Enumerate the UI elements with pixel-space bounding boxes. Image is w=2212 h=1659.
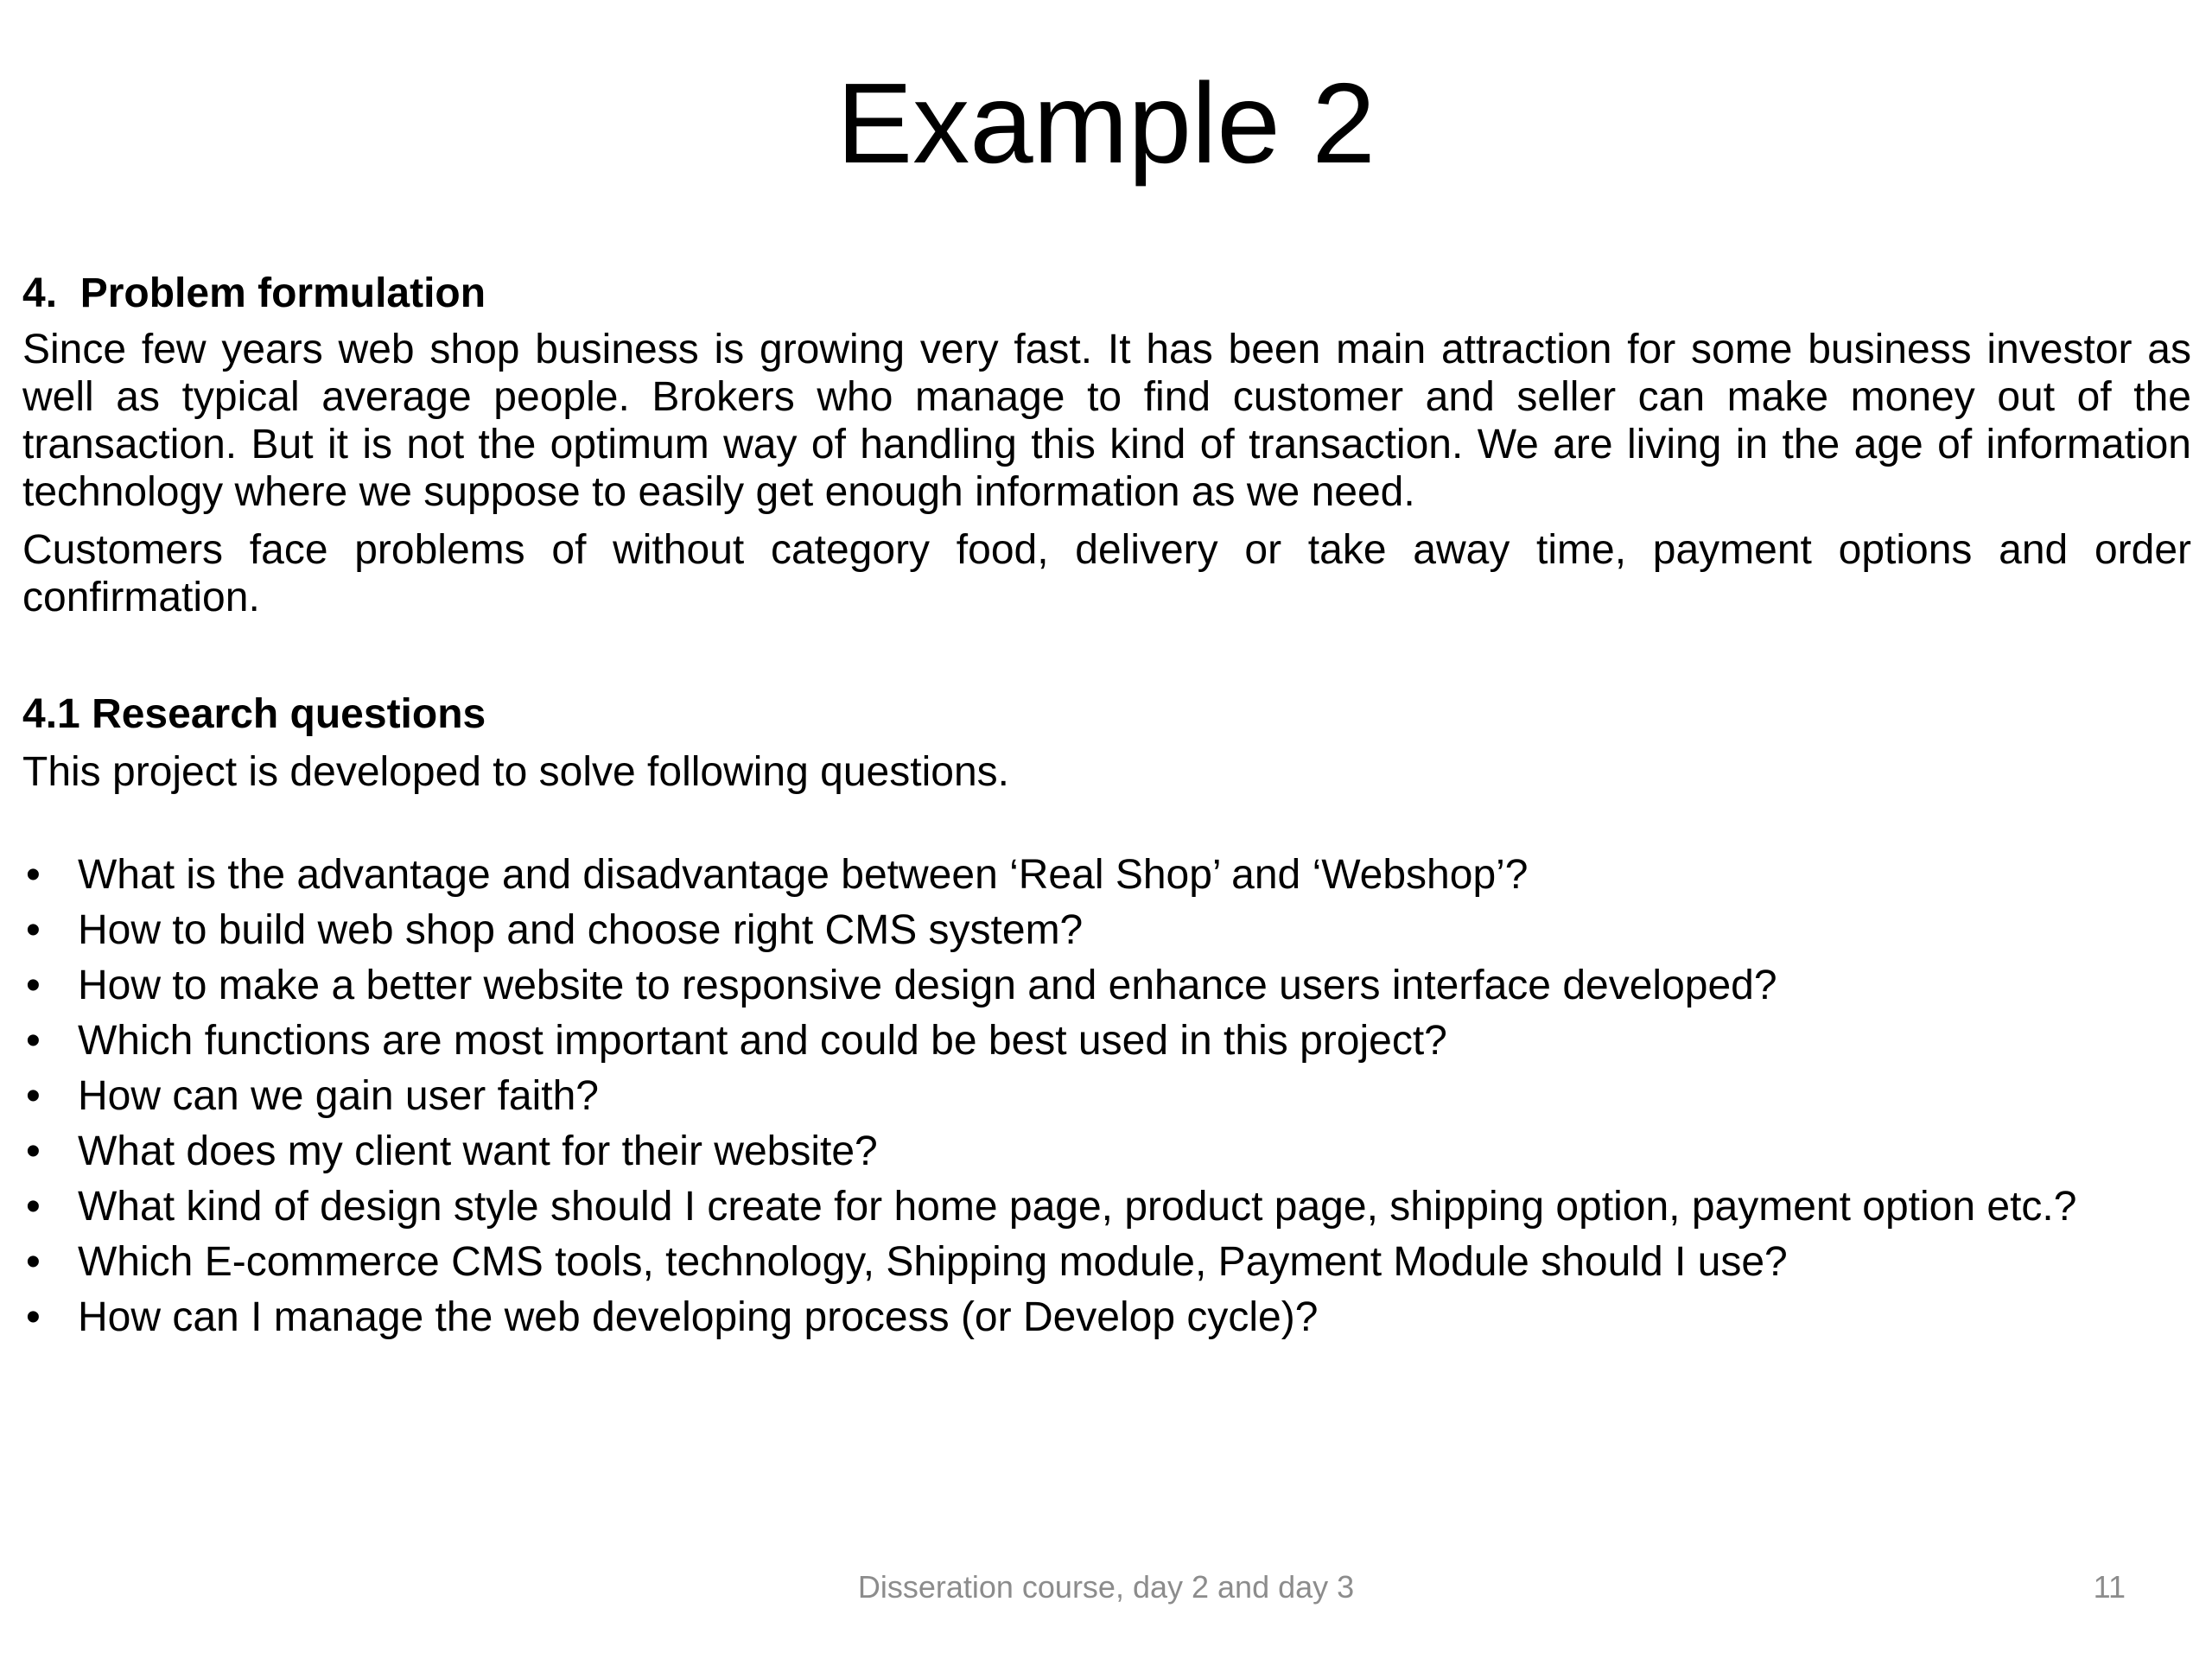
- question-text: What does my client want for their website?: [78, 1128, 878, 1174]
- slide-footer: Disseration course, day 2 and day 3: [857, 1569, 1355, 1605]
- question-text: How can I manage the web developing process (or Develop cycle)?: [78, 1294, 1319, 1340]
- slide-content: [22, 259, 2191, 1345]
- research-intro: This project is developed to solve following questions.: [22, 749, 1009, 795]
- bullet-icon: •: [26, 1184, 41, 1230]
- list-item: [22, 903, 2191, 958]
- list-item: [22, 1235, 2191, 1290]
- slide-title: Example 2: [836, 60, 1376, 187]
- page-number: 11: [2093, 1569, 2126, 1605]
- question-text: How can we gain user faith?: [78, 1073, 599, 1119]
- bullet-icon: •: [26, 1018, 41, 1064]
- bullet-icon: •: [26, 1128, 41, 1174]
- bullet-icon: •: [26, 907, 41, 953]
- section-heading-problem-formulation: 4. Problem formulation: [22, 270, 486, 316]
- list-item: [22, 1124, 2191, 1179]
- question-text: How to build web shop and choose right CMS system?: [78, 907, 1084, 953]
- question-text: What kind of design style should I create for home page, product page, shipping option, payment option etc.?: [78, 1184, 2077, 1230]
- bullet-icon: •: [26, 1239, 41, 1285]
- spacer: [22, 621, 2191, 690]
- research-questions-list: [22, 848, 2191, 1345]
- section-heading-research-questions: 4.1 Research questions: [22, 691, 486, 737]
- bullet-icon: •: [26, 963, 41, 1008]
- bullet-icon: •: [26, 1294, 41, 1340]
- list-item: [22, 1179, 2191, 1235]
- list-item: [22, 848, 2191, 903]
- question-text: Which functions are most important and could be best used in this project?: [78, 1018, 1447, 1064]
- list-item: [22, 1014, 2191, 1069]
- list-item: [22, 1069, 2191, 1124]
- bullet-icon: •: [26, 1073, 41, 1119]
- spacer: [22, 796, 2191, 848]
- problem-paragraph-1: Since few years web shop business is growing very fast. It has been main attraction for some business investor as well as typical average people. Brokers who manage to find customer and seller can make money out of the transaction. But it is not the optimum way of handling this kind of transaction. We are living in the age of information technology where we suppose to easily get enough information as we need.: [22, 327, 2191, 515]
- list-item: [22, 958, 2191, 1014]
- question-text: Which E-commerce CMS tools, technology, Shipping module, Payment Module should I use?: [78, 1239, 1788, 1285]
- question-text: How to make a better website to responsive design and enhance users interface developed?: [78, 963, 1777, 1008]
- question-text: What is the advantage and disadvantage between ‘Real Shop’ and ‘Webshop’?: [78, 852, 1529, 898]
- problem-paragraph-2: Customers face problems of without category food, delivery or take away time, payment options and order confirmation.: [22, 527, 2191, 620]
- list-item: [22, 1290, 2191, 1345]
- bullet-icon: •: [26, 852, 41, 898]
